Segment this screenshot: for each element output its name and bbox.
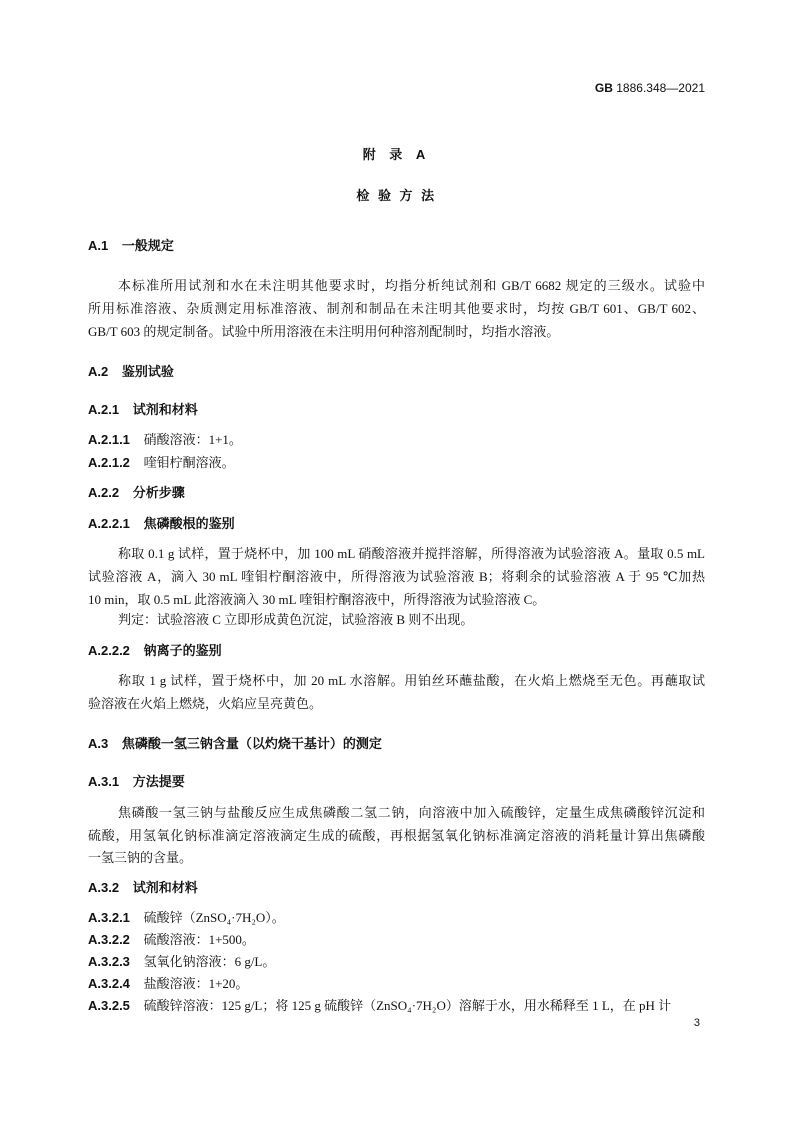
paragraph-line: 称取 0.1 g 试样，置于烧杯中，加 100 mL 硝酸溶液并搅拌溶解，所得溶液为试验溶液 A。量取 0.5 mL [118,546,705,561]
clause-heading-a2-2-1 [88,515,705,533]
list-item [88,997,671,1015]
clause-title: 试剂和材料 [132,402,198,417]
item-number: A.3.2.2 [88,932,130,947]
clause-heading-a3-1 [88,773,705,791]
item-text: 盐酸溶液：1+20。 [143,976,249,991]
list-item [88,931,255,949]
paragraph-line: 本标准所用试剂和水在未注明其他要求时，均指分析纯试剂和 GB/T 6682 规定的三级水。试验中 [118,278,705,293]
paragraph-line: 验溶液在火焰上燃烧，火焰应呈亮黄色。 [88,696,323,711]
clause-title: 分析步骤 [132,485,185,500]
item-number: A.2.1.1 [88,432,130,447]
clause-heading-a3 [88,735,705,753]
clause-title: 一般规定 [121,238,174,253]
clause-number: A.3 [88,736,109,751]
list-item [88,431,242,449]
clause-title: 焦磷酸一氢三钠含量（以灼烧干基计）的测定 [121,736,382,751]
item-text: 硫酸锌溶液：125 g/L；将 125 g 硫酸锌（ZnSO₄·7H₂O）溶解于水，用水稀释至 1 L，在 pH 计 [143,998,672,1013]
paragraph-line: 硫酸，用氢氧化钠标准滴定溶液滴定生成的硫酸，再根据氢氧化钠标准滴定溶液的消耗量计算出焦磷酸 [88,828,705,843]
clause-title: 钠离子的鉴别 [143,643,222,658]
paragraph-line: 一氢三钠的含量。 [88,850,193,865]
list-item [88,454,235,472]
clause-number: A.2.2.2 [88,643,130,658]
clause-title: 鉴别试验 [121,364,174,379]
clause-heading-a3-2 [88,879,705,897]
paragraph-line: 10 min，取 0.5 mL 此溶液滴入 30 mL 喹钼柠酮溶液中，所得溶液为试验溶液 C。 [88,592,546,607]
page-number: 3 [693,1017,700,1029]
clause-title: 试剂和材料 [132,880,198,895]
clause-number: A.2.2.1 [88,516,130,531]
paragraph-line: 焦磷酸一氢三钠与盐酸反应生成焦磷酸二氢二钠，向溶液中加入硫酸锌，定量生成焦磷酸锌沉淀和 [118,805,705,820]
item-number: A.3.2.1 [88,910,130,925]
item-text: 硫酸锌（ZnSO₄·7H₂O）。 [143,910,285,925]
list-item [88,909,285,927]
clause-title: 方法提要 [132,774,185,789]
item-number: A.2.1.2 [88,455,130,470]
judgment-line: 判定：试验溶液 C 立即形成黄色沉淀，试验溶液 B 则不出现。 [118,612,474,627]
paragraph-line: 所用标准溶液、杂质测定用标准溶液、制剂和制品在未注明其他要求时，均按 GB/T 601、GB/T 602、 [88,301,705,316]
item-text: 喹钼柠酮溶液。 [143,455,235,470]
standard-code [595,80,705,96]
item-number: A.3.2.3 [88,954,130,969]
item-text: 硝酸溶液：1+1。 [143,432,242,447]
clause-number: A.3.2 [88,880,120,895]
paragraph-line: 试验溶液 A，滴入 30 mL 喹钼柠酮溶液中，所得溶液为试验溶液 B；将剩余的试验溶液 A 于 95 ℃加热 [88,569,705,584]
clause-number: A.3.1 [88,774,120,789]
clause-number: A.1 [88,238,109,253]
clause-heading-a2 [88,363,705,381]
item-text: 氢氧化钠溶液：6 g/L。 [143,954,276,969]
paragraph-line: GB/T 603 的规定制备。试验中所用溶液在未注明用何种溶剂配制时，均指水溶液。 [88,324,560,339]
clause-heading-a2-1 [88,401,705,419]
annex-title: 检 验 方 法 [356,188,437,203]
item-number: A.3.2.4 [88,976,130,991]
clause-heading-a2-2 [88,484,705,502]
standard-code-number: 1886.348—2021 [616,81,705,95]
clause-number: A.2 [88,364,109,379]
standard-code-prefix: GB [594,81,613,95]
item-text: 硫酸溶液：1+500。 [143,932,255,947]
clause-heading-a1 [88,237,705,255]
clause-heading-a2-2-2 [88,642,705,660]
paragraph-line: 称取 1 g 试样，置于烧杯中，加 20 mL 水溶解。用铂丝环蘸盐酸，在火焰上燃烧至无色。再蘸取试 [118,673,705,688]
annex-label: 附 录 A [362,147,431,162]
list-item [88,975,248,993]
clause-number: A.2.2 [88,485,120,500]
list-item [88,953,275,971]
clause-title: 焦磷酸根的鉴别 [143,516,235,531]
clause-number: A.2.1 [88,402,120,417]
item-number: A.3.2.5 [88,998,130,1013]
